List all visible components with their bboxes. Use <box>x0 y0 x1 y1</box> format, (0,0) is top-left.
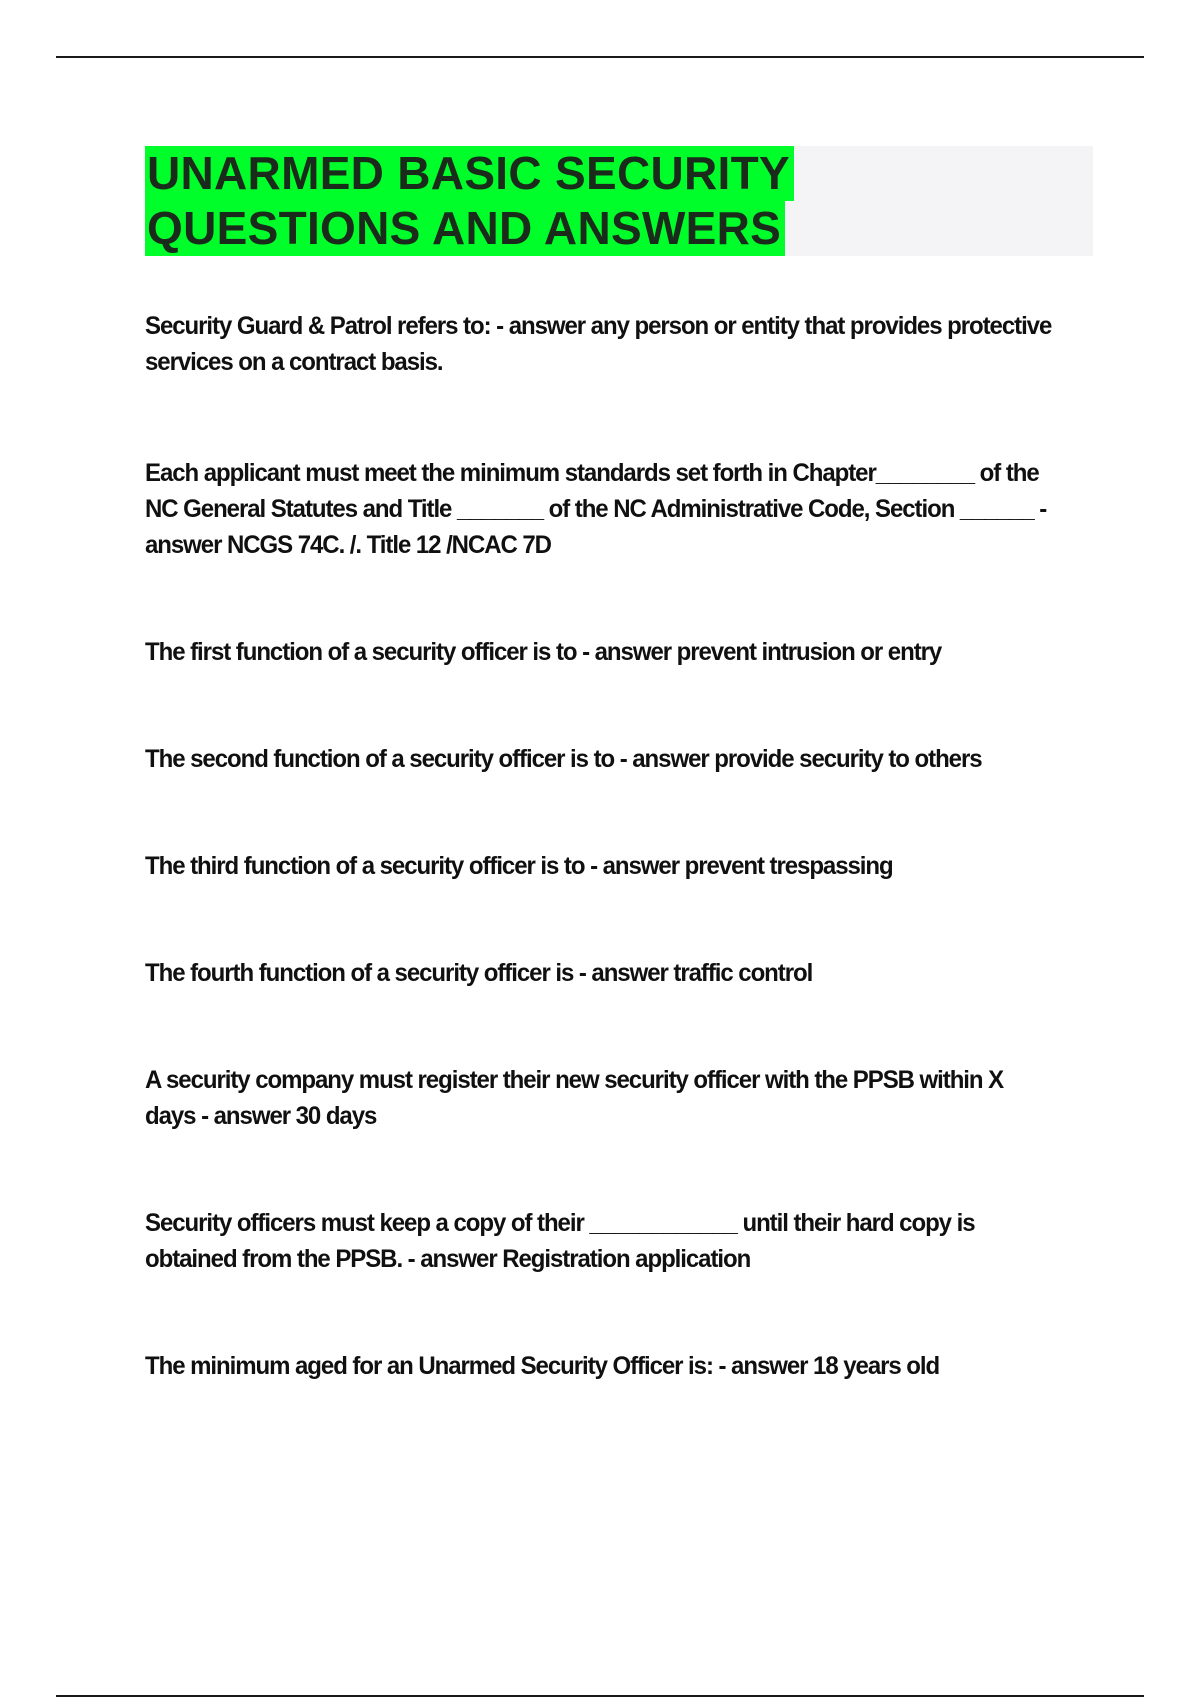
qa-item-7: A security company must register their new security officer with the PPSB within X days - answer 30 days <box>145 1066 1004 1130</box>
qa-item-5: The third function of a security officer is to - answer prevent trespassing <box>145 852 893 880</box>
title-line-1: UNARMED BASIC SECURITY <box>145 146 794 201</box>
top-divider <box>56 56 1144 58</box>
qa-item-8: Security officers must keep a copy of their ____________ until their hard copy is obtained from the PPSB. - answer Registration application <box>145 1209 975 1273</box>
qa-item-6: The fourth function of a security officer is - answer traffic control <box>145 959 813 987</box>
bottom-divider <box>56 1695 1144 1697</box>
qa-item-3: The first function of a security officer is to - answer prevent intrusion or entry <box>145 638 942 666</box>
qa-item-9: The minimum aged for an Unarmed Security Officer is: - answer 18 years old <box>145 1352 940 1380</box>
qa-item-1: Security Guard & Patrol refers to: - answer any person or entity that provides protective services on a contract basis. <box>145 312 1052 376</box>
qa-item-4: The second function of a security officer is to - answer provide security to others <box>145 745 982 773</box>
qa-item-2: Each applicant must meet the minimum standards set forth in Chapter________ of the NC General Statutes and Title _______ of the NC Administrative Code, Section ______ - answer NCGS 74C. /. Title 12 /NCAC 7D <box>145 459 1047 559</box>
document-title <box>145 146 794 256</box>
title-line-2: QUESTIONS AND ANSWERS <box>145 201 785 256</box>
